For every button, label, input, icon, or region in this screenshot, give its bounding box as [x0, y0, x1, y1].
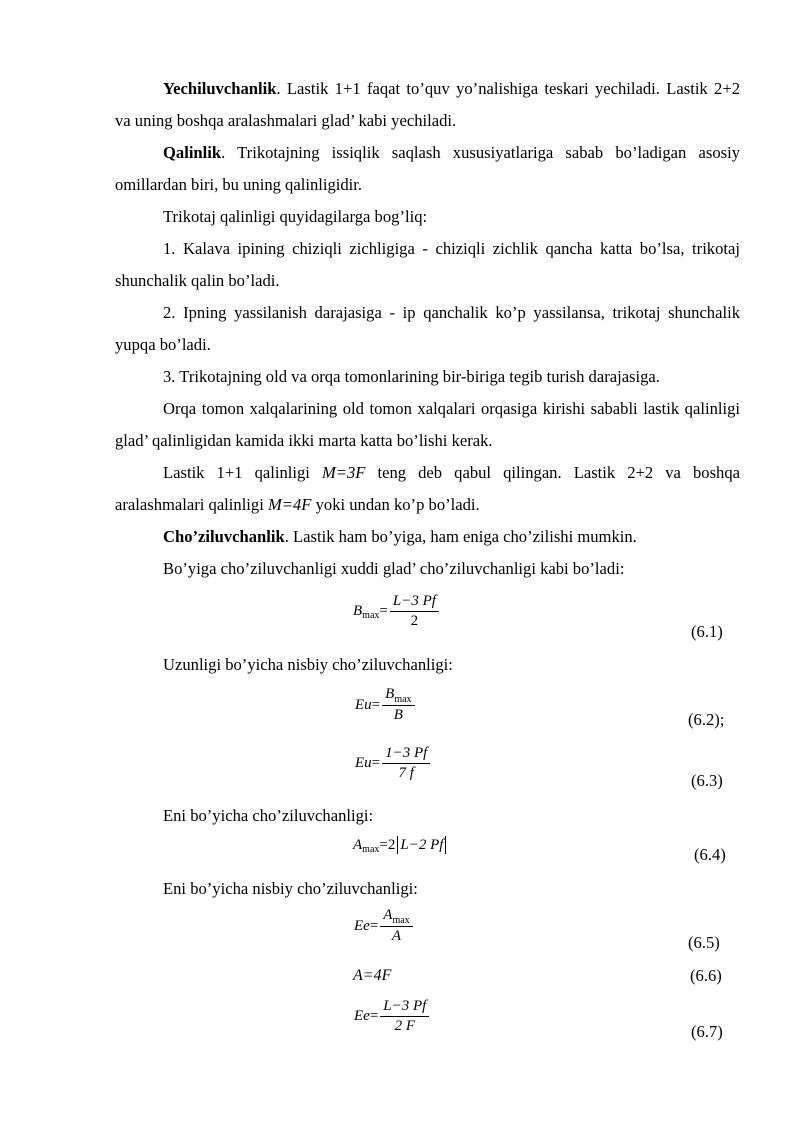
equation-number-6-1: (6.1) [691, 622, 723, 641]
equation-6-4: A max =2 L−2 Pf [353, 836, 448, 854]
paragraph-back-loops: Orqa tomon xalqalarining old tomon xalqalari orqasiga kirishi sababli lastik qalinligi glad’ qalinligidan kamida ikki marta katta bo’lishi kerak. [115, 399, 740, 450]
paragraph-relative-width: Eni bo’yicha nisbiy cho’ziluvchanligi: [163, 879, 418, 898]
term-qalinlik: Qalinlik [163, 143, 222, 162]
equation-6-3: Eu = $\frac{1-3 Pf}{7 f}$ [355, 745, 430, 782]
equation-6-2: Eu = $\frac{B_{max}}{B}$ [355, 686, 415, 724]
equation-number-6-6: (6.6) [690, 966, 722, 985]
formula-m3f: M=3F [321, 463, 366, 482]
paragraph-relative-length: Uzunligi bo’yicha nisbiy cho’ziluvchanligi: [163, 655, 453, 674]
equation-6-6: A=4F [353, 967, 392, 984]
paragraph-thickness-intro: Trikotaj qalinligi quyidagilarga bog’liq: [163, 207, 428, 226]
equation-6-5: Ee = $\frac{A_{max}}{A}$ [354, 907, 413, 945]
fraction: $\frac{A_{max}}{A}$ [380, 907, 412, 945]
fraction: $\frac{L-3 Pf}{2}$ [390, 593, 439, 630]
abs-bar-right-icon [445, 836, 446, 854]
paragraph-qalinlik: Qalinlik. Trikotajning issiqlik saqlash xususiyatlariga sabab bo’ladigan asosiy omillardan biri, bu uning qalinligidir. [115, 143, 740, 194]
abs-bar-left-icon [397, 836, 398, 854]
equation-number-6-7: (6.7) [691, 1022, 723, 1041]
equation-number-6-4: (6.4) [694, 845, 726, 864]
equation-6-7: Ee = $\frac{L-3 Pf}{2 F}$ [354, 998, 429, 1035]
equation-6-1: B max = $\frac{L-3 Pf}{2}$ [353, 593, 439, 630]
equation-number-6-2: (6.2); [688, 710, 725, 729]
paragraph-choziluvchanlik: Cho’ziluvchanlik. Lastik ham bo’yiga, ham eniga cho’zilishi mumkin. [163, 527, 637, 546]
paragraph-lastik-thickness: Lastik 1+1 qalinligi M=3F teng deb qabul qilingan. Lastik 2+2 va boshqa aralashmalari qalinligi M=4F yoki undan ko’p bo’ladi. [115, 463, 740, 514]
paragraph-lengthwise: Bo’yiga cho’ziluvchanligi xuddi glad’ cho’ziluvchanligi kabi bo’ladi: [163, 559, 625, 578]
term-yechiluvchanlik: Yechiluvchanlik [163, 79, 277, 98]
list-item-2: 2. Ipning yassilanish darajasiga - ip qanchalik ko’p yassilansa, trikotaj shunchalik yupqa bo’ladi. [115, 303, 740, 354]
fraction: $\frac{L-3 Pf}{2 F}$ [380, 998, 429, 1035]
paragraph-yechiluvchanlik: Yechiluvchanlik. Lastik 1+1 faqat to’quv yo’nalishiga teskari yechiladi. Lastik 2+2 va uning boshqa aralashmalari glad’ kabi yechiladi. [115, 79, 740, 130]
list-item-1: 1. Kalava ipining chiziqli zichligiga - chiziqli zichlik qancha katta bo’lsa, trikotaj shunchalik qalin bo’ladi. [115, 239, 740, 290]
equation-number-6-3: (6.3) [691, 771, 723, 790]
fraction: $\frac{B_{max}}{B}$ [382, 686, 414, 724]
fraction: $\frac{1-3 Pf}{7 f}$ [382, 745, 430, 782]
list-item-3: 3. Trikotajning old va orqa tomonlarining bir-biriga tegib turish darajasiga. [163, 367, 660, 386]
formula-m4f: M=4F [267, 495, 312, 514]
paragraph-widthwise: Eni bo’yicha cho’ziluvchanligi: [163, 806, 374, 825]
equation-number-6-5: (6.5) [688, 933, 720, 952]
term-choziluvchanlik: Cho’ziluvchanlik [163, 527, 285, 546]
